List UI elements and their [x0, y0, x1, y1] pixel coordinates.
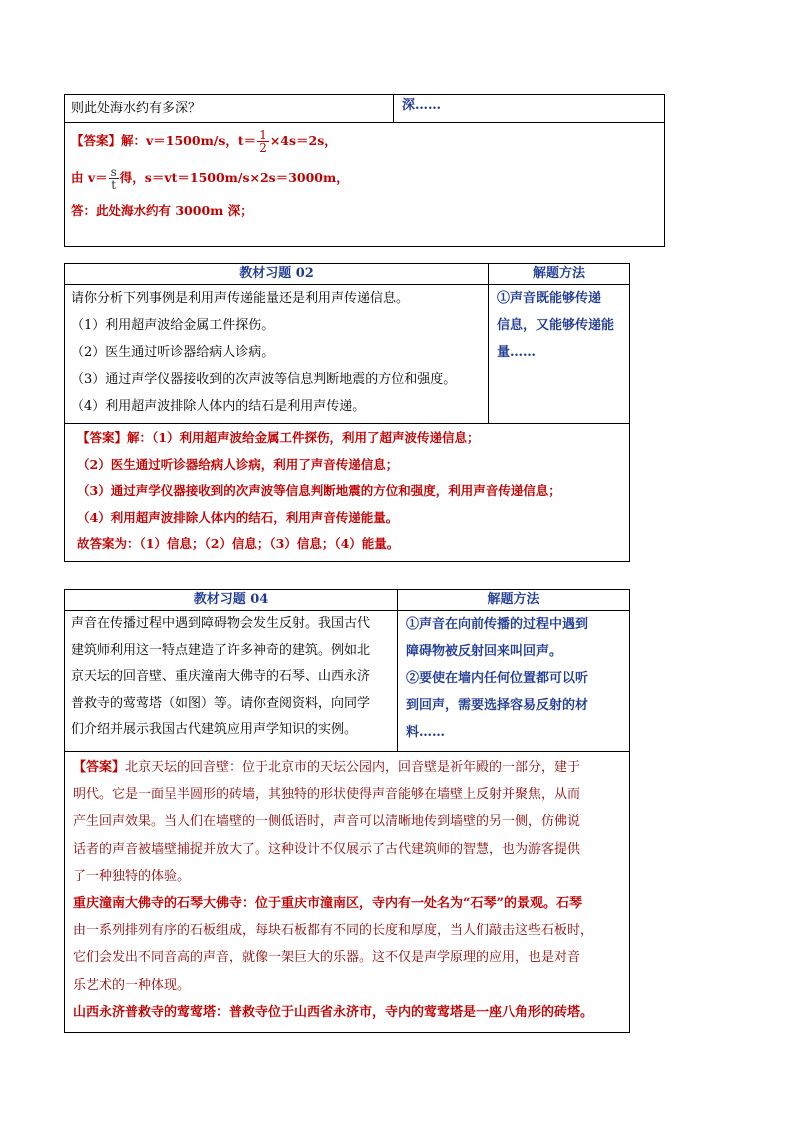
method-text: ①声音既能够传递 信息，又能够传递能 量……	[489, 285, 630, 424]
answer-cell	[65, 752, 630, 1033]
method-title: 解题方法	[398, 590, 630, 611]
answer-line: （2）医生通过听诊器给病人诊病，利用了声音传递信息；	[77, 456, 399, 472]
answer-label: 【答案】	[73, 760, 126, 775]
method-title: 解题方法	[489, 264, 630, 285]
fraction: $\frac{s}{t}$	[110, 165, 117, 192]
answer-cell	[65, 424, 630, 562]
answer-line: 【答案】北京天坛的回音壁：位于北京市的天坛公园内，回音壁是祈年殿的一部分，建于	[73, 760, 581, 775]
answer-line: 由一系列排列有序的石板组成，每块石板都有不同的长度和厚度，当人们敲击这些石板时，	[73, 923, 594, 939]
fraction: $\frac{1}{2}$	[259, 128, 267, 155]
question-text: 请你分析下列事例是利用声传递能量还是利用声传递信息。 （1）利用超声波给金属工件探伤。 （2）医生通过听诊器给病人诊病。 （3）通过声学仪器接收到的次声波等信息判断地震的方位和强度。 （4）利用超声波排除人体内的结石是利用声传递。	[65, 285, 489, 424]
answer-line: 【答案】解：v＝1500m/s，t＝ $\frac{1}{2}$ ×4s＝2s，	[71, 128, 337, 155]
question-text: 声音在传播过程中遇到障碍物会发生反射。我国古代 建筑师利用这一特点建造了许多神奇的建筑。例如北 京天坛的回音壁、重庆潼南大佛寺的石琴、山西永济 普救寺的莺莺塔（如图）等。请你查阅资料，向同学 们介绍并展示我国古代建筑应用声学知识的实例。	[65, 611, 398, 752]
question-table-3	[64, 589, 630, 1033]
answer-line: 山西永济普救寺的莺莺塔：普救寺位于山西省永济市，寺内的莺莺塔是一座八角形的砖塔。	[73, 1004, 594, 1020]
answer-line: 故答案为：（1）信息；（2）信息；（3）信息；（4）能量。	[77, 536, 400, 551]
question-table-2	[64, 263, 630, 562]
answer-line: 明代。它是一面呈半圆形的砖墙，其独特的形状使得声音能够在墙壁上反射并聚焦，从而	[73, 787, 581, 803]
answer-label: 【答案】	[71, 133, 122, 148]
answer-cell	[65, 123, 665, 247]
answer-line: 【答案】解：（1）利用超声波给金属工件探伤，利用了超声波传递信息；	[77, 430, 480, 445]
method-hint: 深……	[394, 95, 665, 123]
exercise-title: 教材习题 04	[65, 590, 398, 611]
answer-line: 话者的声音被墙壁捕捉并放大了。这种设计不仅展示了古代建筑师的智慧，也为游客提供	[73, 841, 581, 857]
question-table-1	[64, 94, 665, 247]
question-text: 则此处海水约有多深？	[65, 95, 394, 123]
method-text: ①声音在向前传播的过程中遇到 障碍物被反射回来叫回声。 ②要使在墙内任何位置都可以听 到回声，需要选择容易反射的材 料……	[398, 611, 630, 752]
answer-line: （4）利用超声波排除人体内的结石，利用声音传递能量。	[77, 509, 399, 525]
answer-line: 由 v＝ $\frac{s}{t}$ 得，s＝vt＝1500m/s×2s＝3000m，	[71, 165, 349, 192]
answer-line: 产生回声效果。当人们在墙壁的一侧低语时，声音可以清晰地传到墙壁的另一侧，仿佛说	[73, 814, 581, 830]
answer-line: 它们会发出不同音高的声音，就像一架巨大的乐器。这不仅是声学原理的应用，也是对音	[73, 950, 581, 966]
answer-line: 重庆潼南大佛寺的石琴大佛寺：位于重庆市潼南区，寺内有一处名为“石琴”的景观。石琴	[73, 896, 582, 912]
answer-label: 【答案】	[77, 430, 128, 445]
answer-line: 乐艺术的一种体现。	[73, 977, 191, 993]
answer-line: （3）通过声学仪器接收到的次声波等信息判断地震的方位和强度，利用声音传递信息；	[77, 483, 561, 498]
answer-line: 了一种独特的体验。	[73, 868, 191, 884]
answer-line: 答：此处海水约有 3000m 深；	[71, 203, 253, 218]
exercise-title: 教材习题 02	[65, 264, 489, 285]
